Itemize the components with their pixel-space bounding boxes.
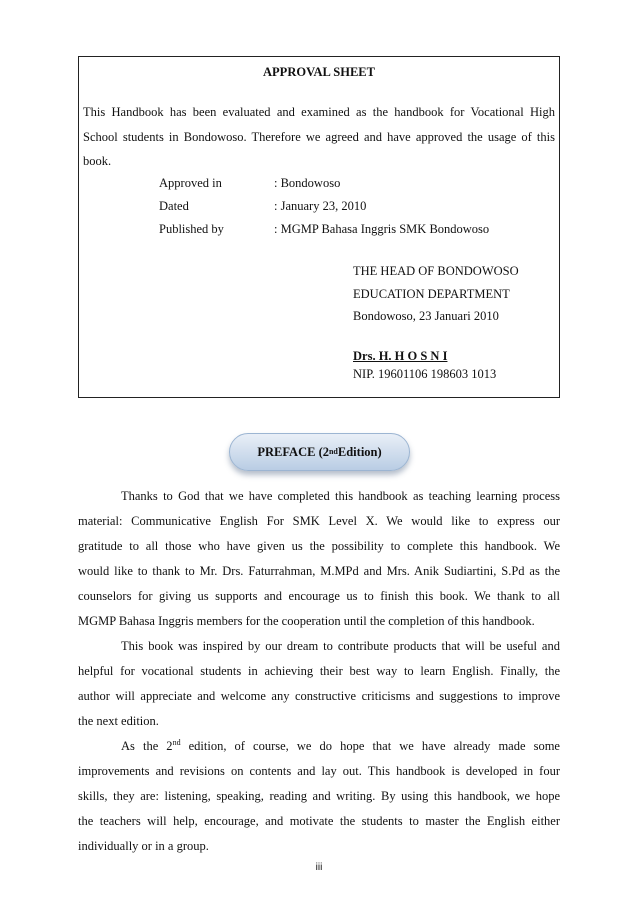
approval-sheet-box: [78, 56, 560, 398]
authority-date: Bondowoso, 23 Januari 2010: [353, 309, 499, 323]
signatory-name: Drs. H. H O S N I: [353, 349, 448, 363]
signatory-nip: NIP. 19601106 198603 1013: [353, 367, 497, 381]
approval-body-line: book.: [83, 154, 112, 168]
preface-p2-line: author will appreciate and welcome any constructive criticisms and suggestions to improve: [78, 689, 560, 703]
preface-p3-pre: As the 2: [121, 739, 173, 753]
preface-p2-line: This book was inspired by our dream to contribute products that will be useful and: [121, 639, 560, 653]
approval-body-line: School students in Bondowoso. Therefore we agreed and have approved the usage of this: [83, 130, 555, 144]
approval-body-line: This Handbook has been evaluated and examined as the handbook for Vocational High: [83, 105, 555, 119]
field-label-approved-in: Approved in: [159, 176, 222, 190]
preface-heading-pre: PREFACE (2: [257, 444, 329, 459]
preface-p3-line: improvements and revisions on contents and lay out. This handbook is developed in four: [78, 764, 560, 778]
preface-p2-line: the next edition.: [78, 714, 159, 728]
preface-p1-line: MGMP Bahasa Inggris members for the cooperation until the completion of this handbook.: [78, 614, 535, 628]
preface-p1-line: Thanks to God that we have completed this handbook as teaching learning process: [121, 489, 560, 503]
preface-p1-line: would like to thank to Mr. Drs. Faturrahman, M.MPd and Mrs. Anik Sudiartini, S.Pd as the: [78, 564, 560, 578]
preface-p1-line: material: Communicative English For SMK Level X. We would like to express our: [78, 514, 560, 528]
authority-line: EDUCATION DEPARTMENT: [353, 287, 510, 301]
approval-title: APPROVAL SHEET: [263, 65, 375, 79]
preface-p3-line: [78, 738, 560, 754]
field-value-approved-in: : Bondowoso: [274, 176, 341, 190]
preface-heading-post: Edition): [337, 444, 382, 459]
preface-heading: PREFACE (2 nd Edition): [229, 433, 410, 471]
preface-p2-line: helpful for vocational students in achieving their best way to learn English. Finally, the: [78, 664, 560, 678]
preface-p1-line: gratitude to all those who have given us the possibility to complete this handbook. We: [78, 539, 560, 553]
field-label-published-by: Published by: [159, 222, 224, 236]
preface-p1-line: counselors for giving us supports and encourage us to finish this book. We thank to all: [78, 589, 560, 603]
preface-p3-line: individually or in a group.: [78, 839, 209, 853]
preface-p3-sup: nd: [172, 737, 181, 747]
authority-line: THE HEAD OF BONDOWOSO: [353, 264, 519, 278]
field-value-dated: : January 23, 2010: [274, 199, 367, 213]
page-number: iii: [315, 862, 323, 873]
field-value-published-by: : MGMP Bahasa Inggris SMK Bondowoso: [274, 222, 490, 236]
field-label-dated: Dated: [159, 199, 189, 213]
preface-p3-post: edition, of course, we do hope that we have already made some: [180, 739, 560, 753]
preface-p3-line: skills, they are: listening, speaking, reading and writing. By using this handbook, we hope: [78, 789, 560, 803]
preface-p3-line: the teachers will help, encourage, and motivate the students to master the English either: [78, 814, 560, 828]
